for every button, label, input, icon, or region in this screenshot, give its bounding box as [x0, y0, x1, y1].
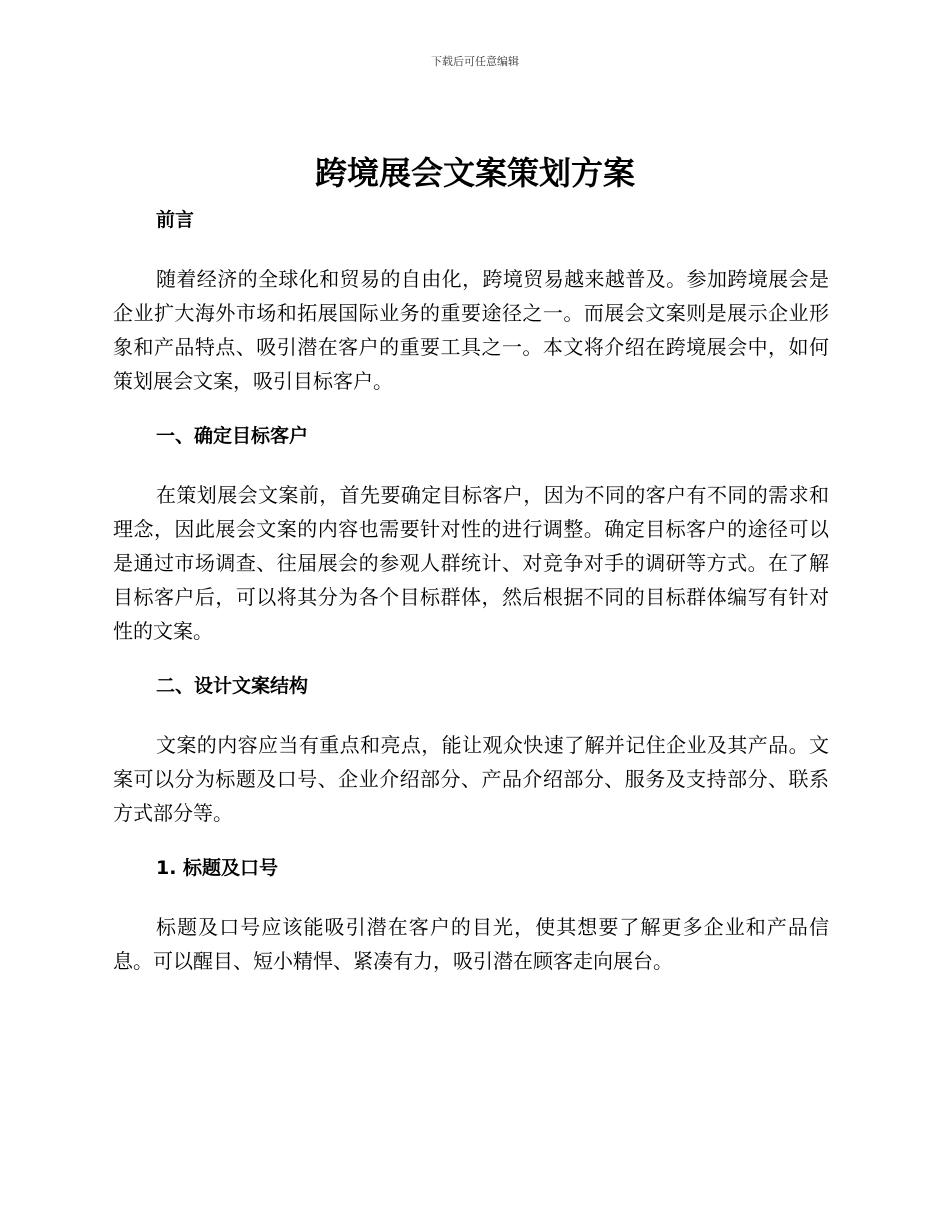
document-title: 跨境展会文案策划方案: [314, 154, 635, 192]
section-paragraph-title-slogan: 标题及口号应该能吸引潜在客户的目光，使其想要了解更多企业和产品信息。可以醒目、短小精悍、紧凑有力，吸引潜在顾客走向展台。: [113, 915, 829, 973]
page-header-note: 下载后可任意编辑: [431, 55, 519, 68]
section-heading-copy-structure: 二、设计文案结构: [156, 675, 309, 697]
section-paragraph-target-customers: 在策划展会文案前，首先要确定目标客户，因为不同的客户有不同的需求和理念，因此展会文案的内容也需要针对性的进行调整。确定目标客户的途径可以是通过市场调查、往届展会的参观人群统计、对竞争对手的调研等方式。在了解目标客户后，可以将其分为各个目标群体，然后根据不同的目标群体编写有针对性的文案。: [113, 483, 829, 643]
section-heading-preface: 前言: [156, 209, 195, 231]
document-body: [113, 200, 829, 978]
section-heading-target-customers: 一、确定目标客户: [156, 425, 309, 447]
section-heading-title-slogan: 1. 标题及口号: [156, 857, 279, 879]
section-paragraph-preface: 随着经济的全球化和贸易的自由化，跨境贸易越来越普及。参加跨境展会是企业扩大海外市场和拓展国际业务的重要途径之一。而展会文案则是展示企业形象和产品特点、吸引潜在客户的重要工具之一。本文将介绍在跨境展会中，如何策划展会文案，吸引目标客户。: [113, 267, 829, 393]
section-paragraph-copy-structure: 文案的内容应当有重点和亮点，能让观众快速了解并记住企业及其产品。文案可以分为标题及口号、企业介绍部分、产品介绍部分、服务及支持部分、联系方式部分等。: [113, 733, 829, 825]
